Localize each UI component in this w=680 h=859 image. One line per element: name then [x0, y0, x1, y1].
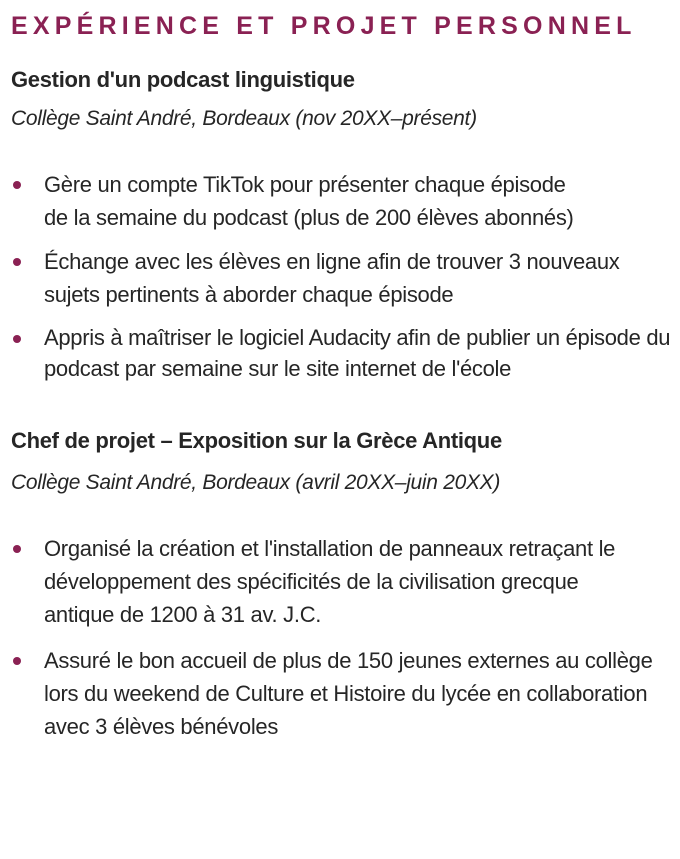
entry-subtitle: Collège Saint André, Bordeaux (nov 20XX–présent) [11, 107, 477, 130]
list-item: Assuré le bon accueil de plus de 150 jeunes externes au collège lors du weekend de Culture et Histoire du lycée en collaboration avec 3 élèves bénévoles [11, 644, 680, 743]
entry-podcast [11, 65, 680, 384]
list-item: Appris à maîtriser le logiciel Audacity afin de publier un épisode du podcast par semaine sur le site internet de l'école [11, 322, 680, 384]
entry-title: Gestion d'un podcast linguistique [11, 67, 355, 92]
bullet-icon [13, 258, 21, 266]
bullet-list [11, 168, 671, 384]
list-item: Échange avec les élèves en ligne afin de trouver 3 nouveaux sujets pertinents à aborder chaque épisode [11, 245, 624, 311]
entry-subtitle: Collège Saint André, Bordeaux (avril 20XX–juin 20XX) [11, 471, 501, 494]
bullet-icon [13, 181, 21, 189]
bullet-list [11, 532, 680, 743]
entry-title: Chef de projet – Exposition sur la Grèce Antique [11, 428, 502, 453]
entry-exposition [11, 426, 680, 743]
bullet-icon [13, 657, 21, 665]
bullet-icon [13, 335, 21, 343]
section-title: EXPÉRIENCE ET PROJET PERSONNEL [11, 12, 637, 40]
list-item: Organisé la création et l'installation de panneaux retraçant le développement des spécificités de la civilisation grecque antique de 1200 à 31 av. J.C. [11, 532, 644, 631]
bullet-icon [13, 545, 21, 553]
list-item: Gère un compte TikTok pour présenter chaque épisode de la semaine du podcast (plus de 200 élèves abonnés) [11, 168, 584, 234]
